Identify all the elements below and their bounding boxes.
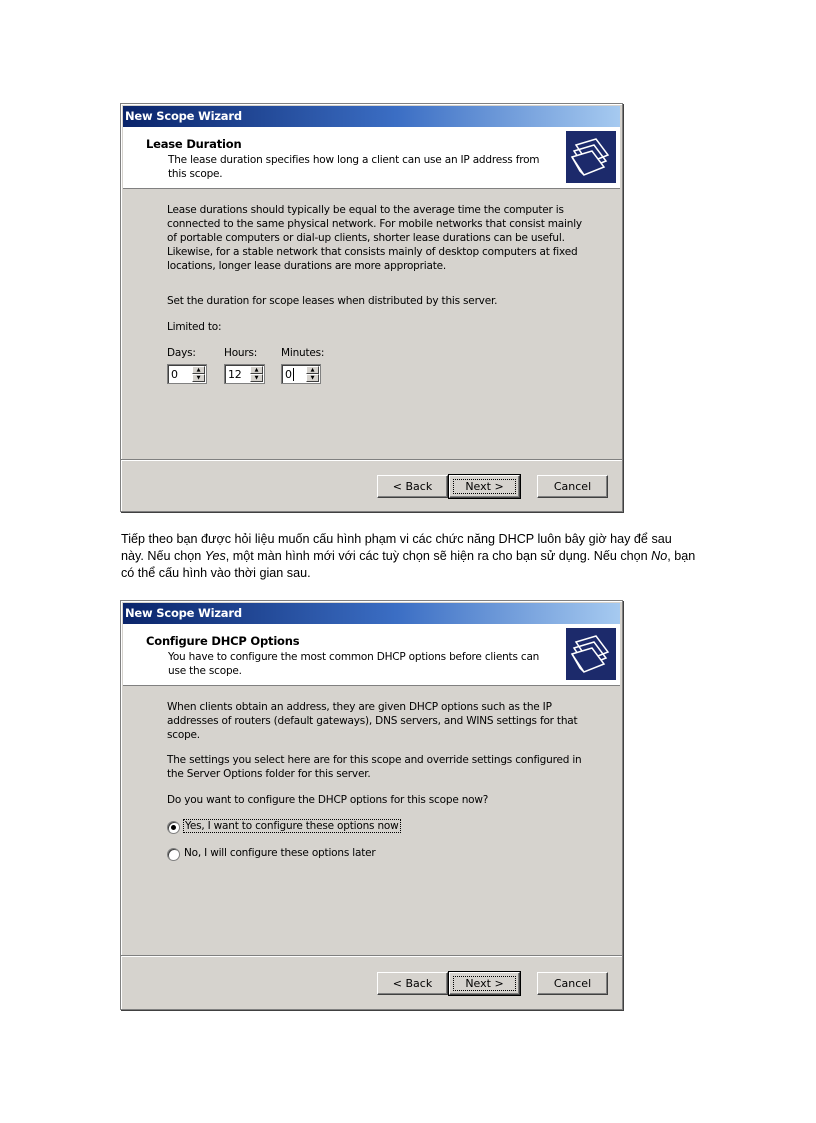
hours-down-arrow-icon[interactable]: ▼ [250, 374, 263, 382]
limited-to-label: Limited to: [167, 321, 222, 333]
configure-question: Do you want to configure the DHCP options for this scope now? [167, 794, 489, 806]
instruction-paragraph [121, 531, 696, 582]
minutes-value[interactable]: 0 [285, 368, 292, 381]
wizard-header [123, 624, 620, 686]
radio-no-button[interactable] [167, 848, 180, 861]
window-title: New Scope Wizard [123, 106, 620, 127]
minutes-spinner[interactable] [281, 364, 321, 384]
folder-stack-icon [566, 628, 616, 680]
minutes-down-arrow-icon[interactable]: ▼ [306, 374, 319, 382]
hours-label: Hours: [224, 347, 258, 359]
paragraph-no-word: No [651, 549, 668, 563]
minutes-up-arrow-icon[interactable]: ▲ [306, 366, 319, 374]
button-separator [121, 955, 622, 957]
page-subtitle: The lease duration specifies how long a client can use an IP address from this scope. [168, 154, 540, 180]
days-down-arrow-icon[interactable]: ▼ [192, 374, 205, 382]
page-title: Lease Duration [146, 137, 242, 151]
radio-no-label[interactable]: No, I will configure these options later [184, 847, 376, 859]
lease-description: Lease durations should typically be equal to the average time the computer is connected to the same physical network. For mobile networks that consist mainly of portable computers or dial-up clients, shorter lease durations can be useful. Likewise, for a stable network that consists mainly of desktop computers at fixed locations, longer lease durations are more appropriate. [167, 204, 582, 272]
hours-up-arrow-icon[interactable]: ▲ [250, 366, 263, 374]
lease-instruction: Set the duration for scope leases when distributed by this server. [167, 295, 498, 307]
minutes-label: Minutes: [281, 347, 325, 359]
days-up-arrow-icon[interactable]: ▲ [192, 366, 205, 374]
override-description: The settings you select here are for this scope and override settings configured in the Server Options folder for this server. [167, 754, 582, 780]
hours-value[interactable]: 12 [228, 368, 242, 381]
button-separator [121, 459, 622, 461]
paragraph-yes-word: Yes [204, 549, 226, 563]
hours-spinner[interactable] [224, 364, 265, 384]
paragraph-part-3: , bạn có thể cấu hình vào thời gian sau. [121, 549, 696, 580]
configure-dhcp-options-wizard-window [120, 600, 623, 1010]
page-subtitle: You have to configure the most common DHCP options before clients can use the scope. [168, 651, 540, 677]
paragraph-part-2: , một màn hình mới với các tuỳ chọn sẽ hiện ra cho bạn sử dụng. Nếu chọn [225, 549, 652, 563]
dhcp-options-description: When clients obtain an address, they are given DHCP options such as the IP addresses of routers (default gateways), DNS servers, and WINS settings for that scope. [167, 701, 578, 741]
days-value[interactable]: 0 [171, 368, 178, 381]
next-button[interactable]: Next > [449, 475, 520, 498]
lease-duration-wizard-window [120, 103, 623, 512]
next-button[interactable]: Next > [449, 972, 520, 995]
window-title: New Scope Wizard [123, 603, 620, 624]
cancel-button[interactable]: Cancel [537, 972, 608, 995]
page-title: Configure DHCP Options [146, 634, 300, 648]
radio-yes-label[interactable]: Yes, I want to configure these options now [185, 820, 399, 832]
paragraph-part-1: Tiếp theo bạn được hỏi liệu muốn cấu hình phạm vi các chức năng DHCP luôn bây giờ hay để sau này. Nếu chọn [121, 532, 672, 563]
days-spinner[interactable] [167, 364, 207, 384]
back-button[interactable]: < Back [377, 475, 448, 498]
back-button[interactable]: < Back [377, 972, 448, 995]
cancel-button[interactable]: Cancel [537, 475, 608, 498]
radio-yes-button[interactable] [167, 821, 180, 834]
wizard-header [123, 127, 620, 189]
folder-stack-icon [566, 131, 616, 183]
days-label: Days: [167, 347, 196, 359]
